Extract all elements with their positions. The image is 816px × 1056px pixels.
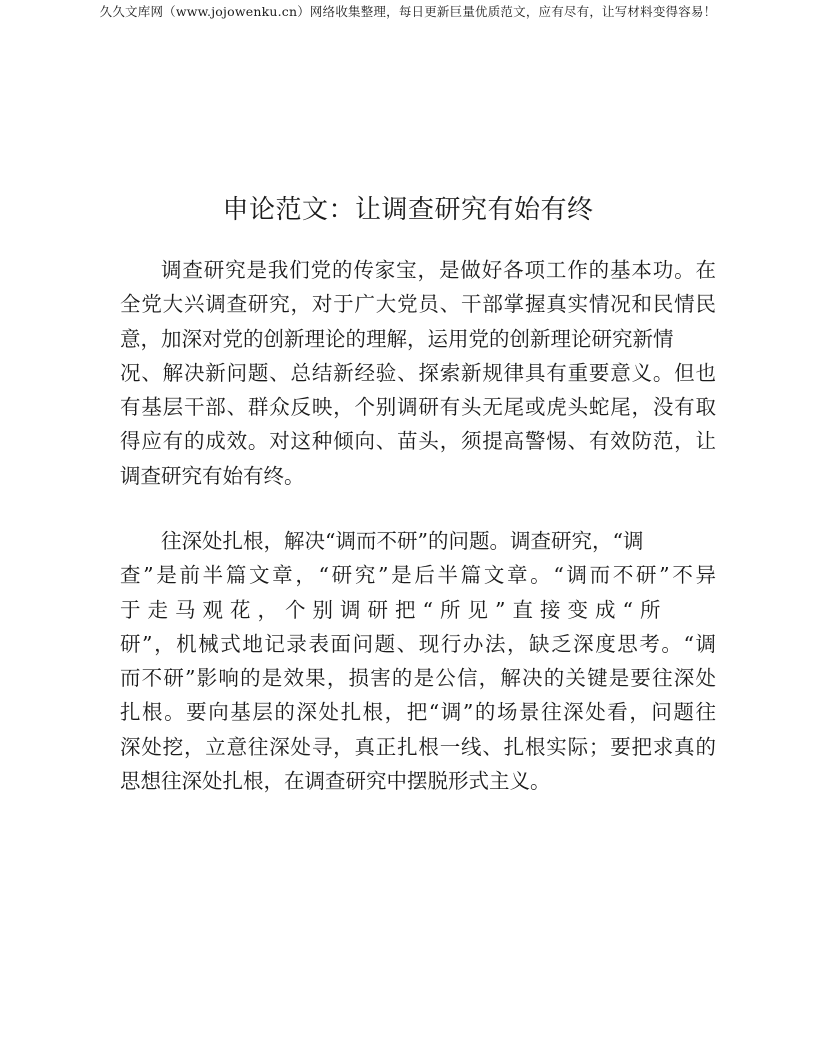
paragraph-line: 意，加深对党的创新理论的理解，运用党的创新理论研究新情 <box>120 326 674 351</box>
paragraph-line: 有基层干部、群众反映，个别调研有头无尾或虎头蛇尾，没有取 <box>120 395 716 420</box>
paragraph-line: 深处挖，立意往深处寻，真正扎根一线、扎根实际；要把求真的 <box>120 734 716 759</box>
paragraph-line: 研”，机械式地记录表面问题、现行办法，缺乏深度思考。“调 <box>120 631 716 656</box>
paragraph-line: 扎根。要向基层的深处扎根，把“调”的场景往深处看，问题往 <box>120 700 716 725</box>
paragraph-line: 全党大兴调查研究，对于广大党员、干部掌握真实情况和民情民 <box>120 292 716 317</box>
paragraph-line: 查”是前半篇文章，“研究”是后半篇文章。“调而不研”不异 <box>120 563 716 588</box>
paragraph-2 <box>120 524 716 798</box>
paragraph-1 <box>120 253 716 493</box>
paragraph-line: 调查研究有始有终。 <box>120 463 305 488</box>
paragraph-line: 于走马观花，个别调研把“所见”直接变成“所 <box>120 597 668 622</box>
paragraph-line: 调查研究是我们党的传家宝，是做好各项工作的基本功。在 <box>161 258 716 282</box>
paragraph-line: 而不研”影响的是效果，损害的是公信，解决的关键是要往深处 <box>120 666 716 691</box>
source-banner: 久久文库网（www.jojowenku.cn）网络收集整理，每日更新巨量优质范文，应有尽有，让写材料变得容易！ <box>99 4 717 19</box>
paragraph-line: 往深处扎根，解决“调而不研”的问题。调查研究，“调 <box>161 529 644 553</box>
paragraph-line: 思想往深处扎根，在调查研究中摆脱形式主义。 <box>120 769 551 794</box>
paragraph-line: 况、解决新问题、总结新经验、探索新规律具有重要意义。但也 <box>120 360 716 385</box>
paragraph-line: 得应有的成效。对这种倾向、苗头，须提高警惕、有效防范，让 <box>120 429 716 454</box>
document-title: 申论范文：让调查研究有始有终 <box>222 195 594 225</box>
